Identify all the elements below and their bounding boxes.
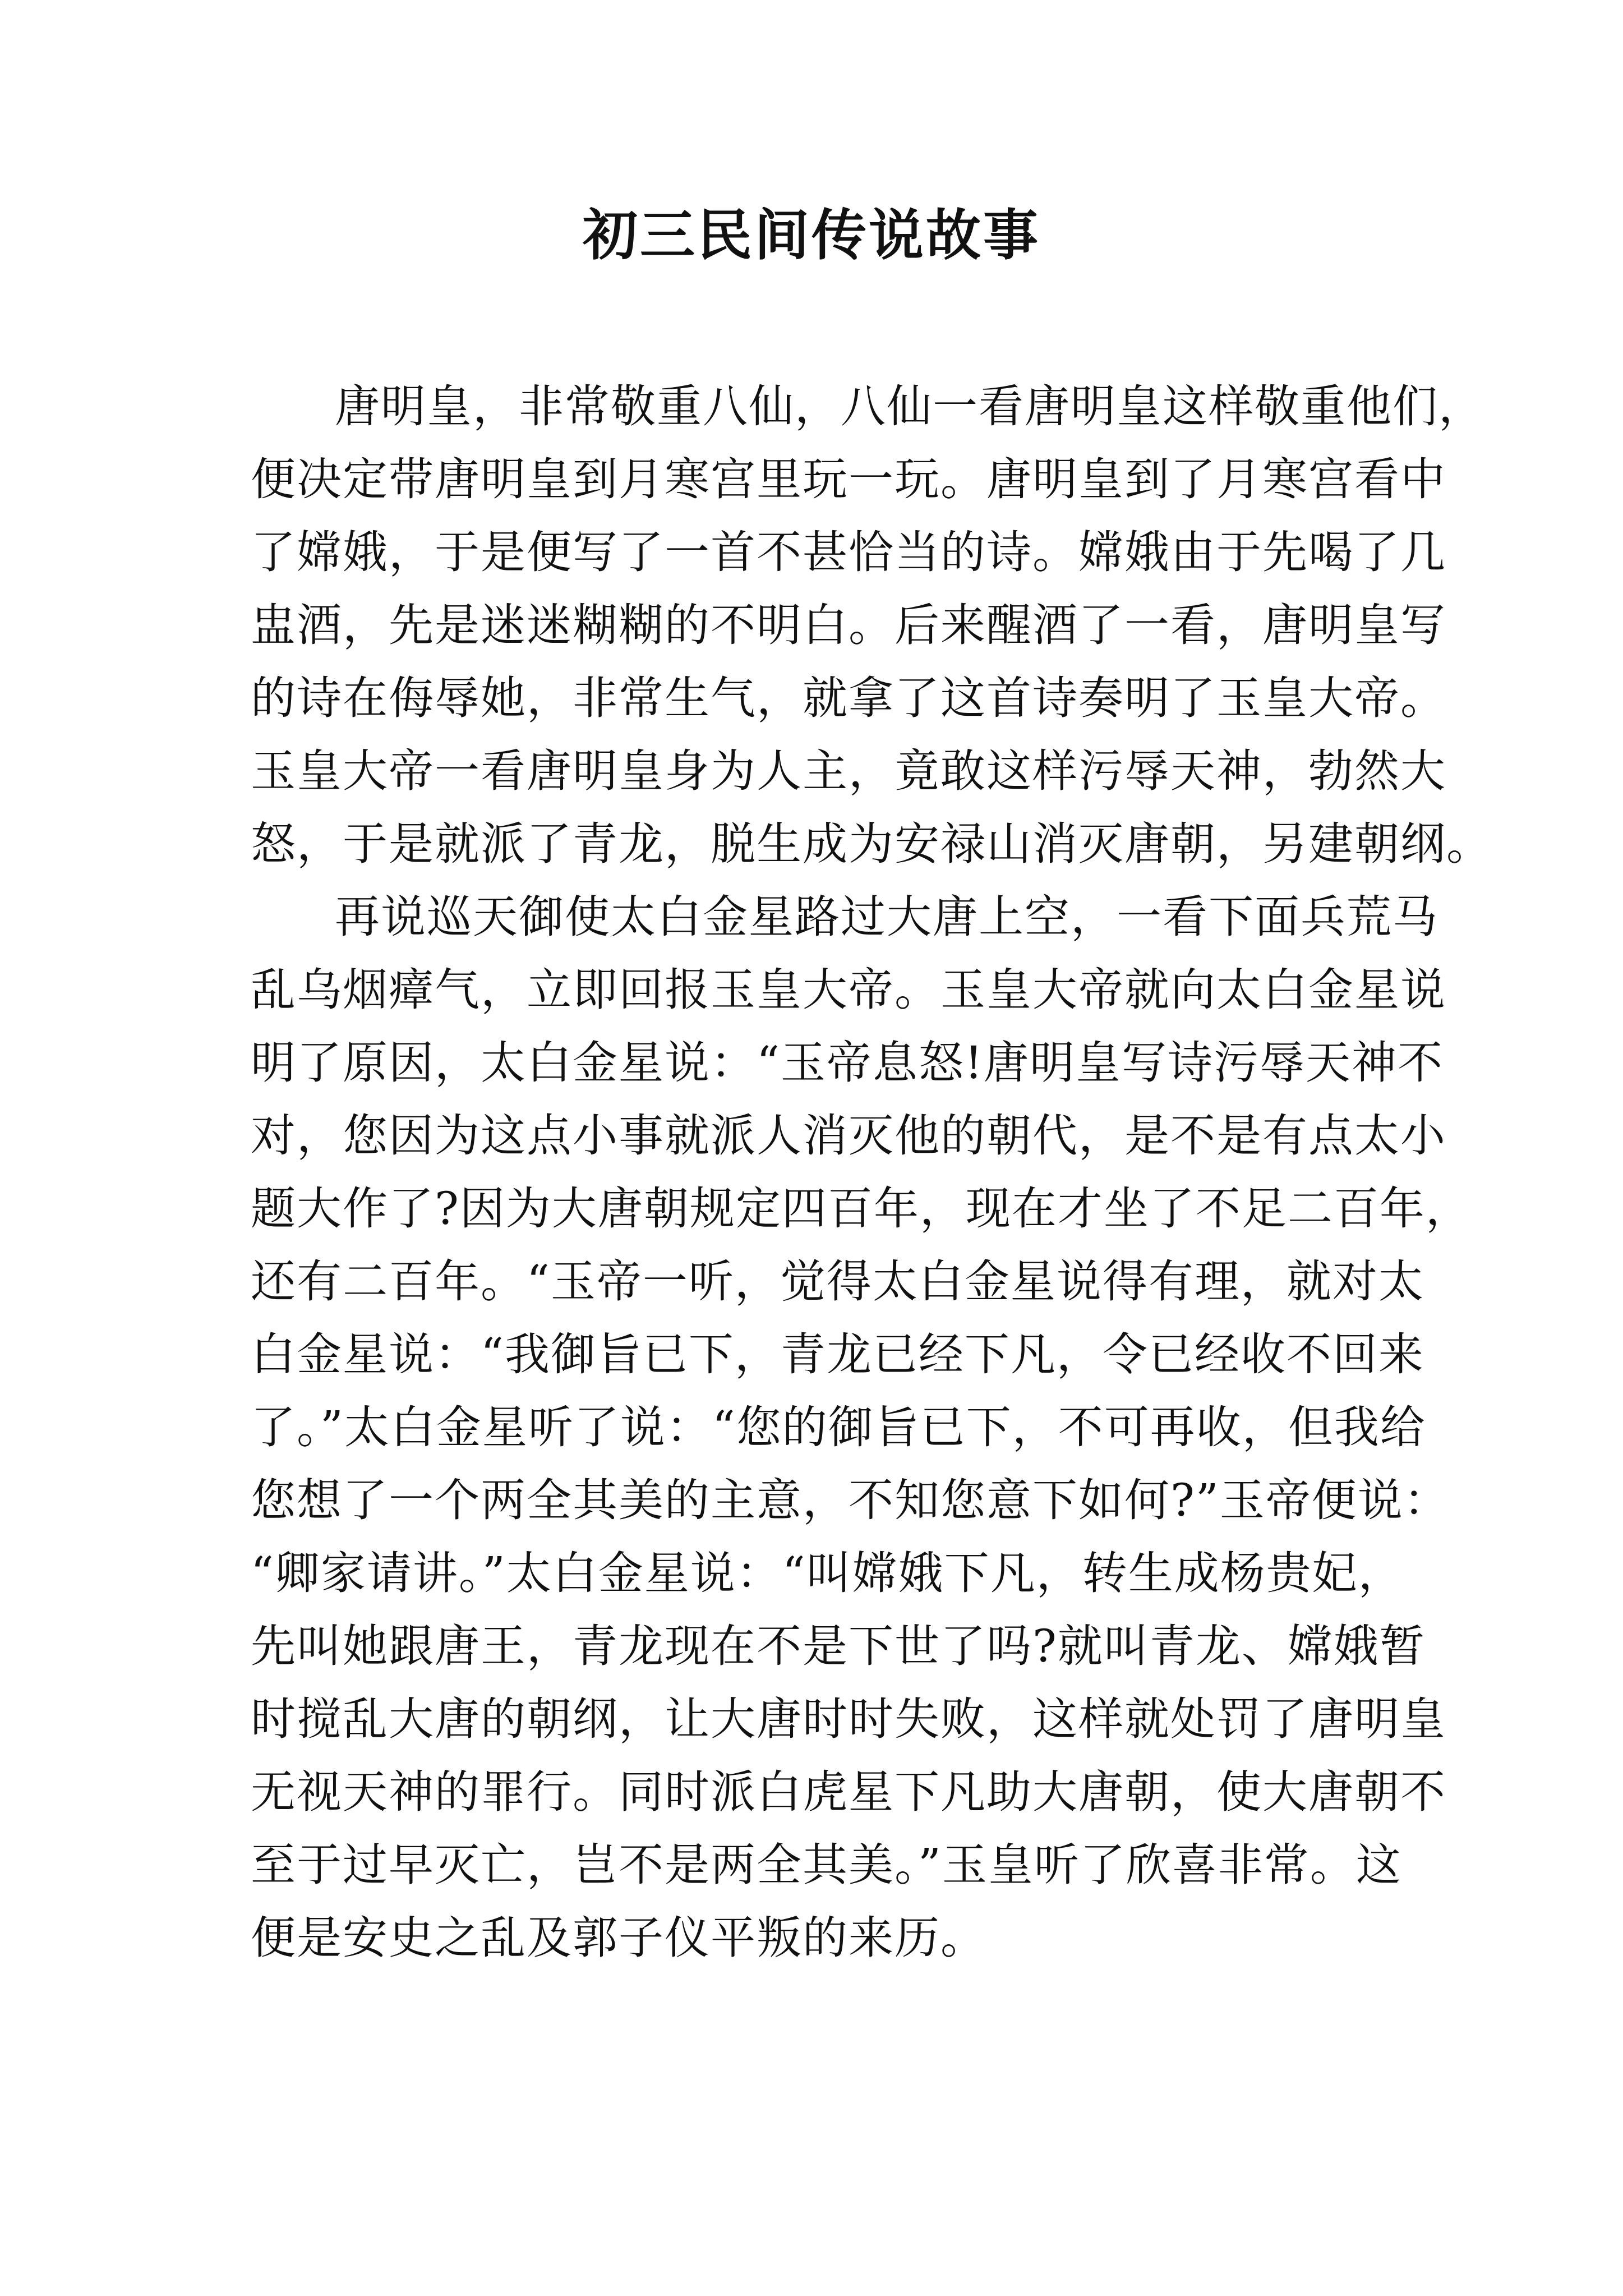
paragraph-2-line-9: 您想了一个两全其美的主意，不知您意下如何?”玉帝便说： <box>251 1474 1450 1526</box>
paragraph-1-line-6: 玉皇大帝一看唐明皇身为人主，竟敢这样污辱天神，勃然大 <box>251 745 1446 797</box>
paragraph-2-line-14: 至于过早灭亡，岂不是两全其美。”玉皇听了欣喜非常。这 <box>251 1839 1402 1891</box>
paragraph-2-line-8: 了。”太白金星听了说：“您的御旨已下，不可再收，但我给 <box>251 1401 1426 1453</box>
paragraph-1-line-3: 了嫦娥，于是便写了一首不甚恰当的诗。嫦娥由于先喝了几 <box>251 526 1446 578</box>
paragraph-1-line-1: 唐明皇，非常敬重八仙，八仙一看唐明皇这样敬重他们， <box>335 380 1484 432</box>
paragraph-2-line-3: 明了原因，太白金星说：“玉帝息怒!唐明皇写诗污辱天神不 <box>251 1037 1444 1089</box>
paragraph-2-line-2: 乱乌烟瘴气，立即回报玉皇大帝。玉皇大帝就向太白金星说 <box>251 964 1446 1016</box>
document-title: 初三民间传说故事 <box>582 203 1040 268</box>
paragraph-2-line-10: “卿家请讲。”太白金星说：“叫嫦娥下凡，转生成杨贵妃， <box>251 1547 1404 1599</box>
paragraph-1-line-4: 盅酒，先是迷迷糊糊的不明白。后来醒酒了一看，唐明皇写 <box>251 599 1446 651</box>
paragraph-2-line-13: 无视天神的罪行。同时派白虎星下凡助大唐朝，使大唐朝不 <box>251 1766 1446 1818</box>
document-body <box>251 370 1492 1975</box>
paragraph-1-line-5: 的诗在侮辱她，非常生气，就拿了这首诗奏明了玉皇大帝。 <box>251 672 1446 724</box>
paragraph-2-line-5: 题大作了?因为大唐朝规定四百年，现在才坐了不足二百年， <box>251 1182 1472 1235</box>
paragraph-1-line-2: 便决定带唐明皇到月寒宫里玩一玩。唐明皇到了月寒宫看中 <box>251 453 1446 505</box>
paragraph-1-line-7: 怒，于是就派了青龙，脱生成为安禄山消灭唐朝，另建朝纲。 <box>251 818 1492 870</box>
paragraph-2-line-1: 再说巡天御使太白金星路过大唐上空，一看下面兵荒马 <box>335 891 1438 943</box>
paragraph-2-line-15: 便是安史之乱及郭子仪平叛的来历。 <box>251 1912 986 1964</box>
paragraph-2-line-11: 先叫她跟唐王，青龙现在不是下世了吗?就叫青龙、嫦娥暂 <box>251 1620 1426 1672</box>
paragraph-2-line-6: 还有二百年。“玉帝一听，觉得太白金星说得有理，就对太 <box>251 1255 1424 1308</box>
paragraph-2-line-12: 时搅乱大唐的朝纲，让大唐时时失败，这样就处罚了唐明皇 <box>251 1693 1446 1745</box>
paragraph-2-line-4: 对，您因为这点小事就派人消灭他的朝代，是不是有点太小 <box>251 1110 1446 1162</box>
paragraph-2-line-7: 白金星说：“我御旨已下，青龙已经下凡，令已经收不回来 <box>251 1328 1424 1381</box>
